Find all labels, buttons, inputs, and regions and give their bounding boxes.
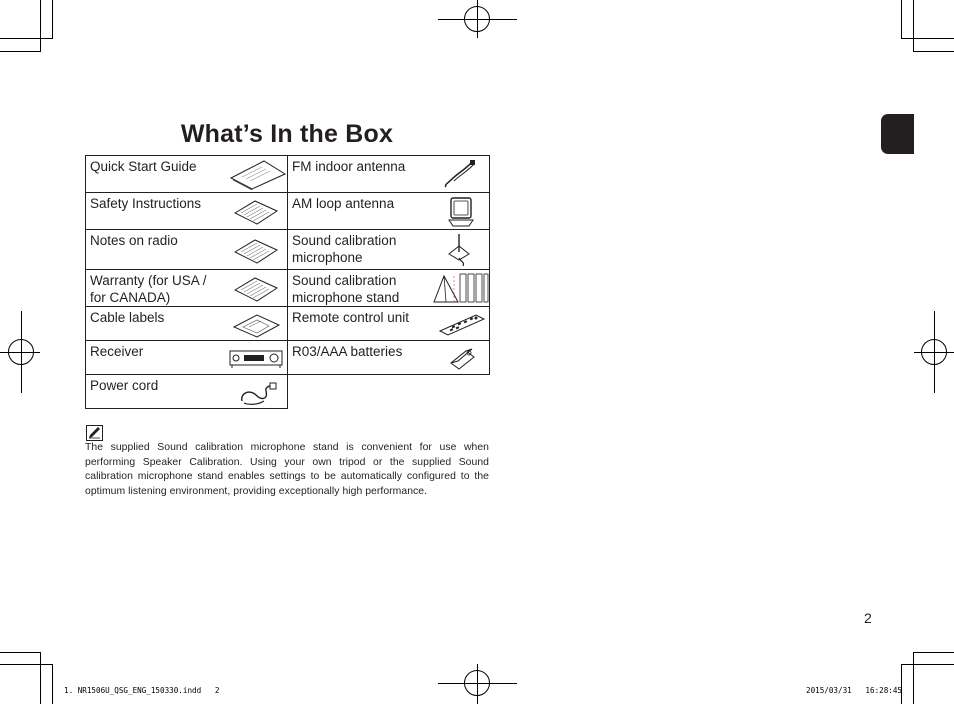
item-label: Power cord — [90, 378, 159, 393]
item-cell — [287, 340, 490, 375]
page-title: What’s In the Box — [180, 120, 394, 148]
crop-mark — [0, 652, 41, 653]
item-label: Receiver — [90, 344, 144, 359]
item-label: Remote control unit — [292, 310, 410, 325]
cable-labels-icon — [231, 311, 283, 339]
crop-mark — [913, 51, 954, 52]
item-cell — [287, 192, 490, 230]
item-cell — [85, 155, 288, 193]
item-cell — [85, 306, 288, 341]
item-label: Notes on radio — [90, 233, 178, 248]
crop-mark — [40, 0, 41, 52]
crop-mark — [52, 664, 53, 704]
crop-mark — [913, 0, 914, 52]
crop-mark — [901, 664, 902, 704]
crop-mark — [0, 51, 41, 52]
power-cord-icon — [238, 379, 278, 407]
note-text: The supplied Sound calibration microphone stand is convenient for use when performing Speaker Calibration. Using your own tripod or the supplied Sound calibration microphone stand enables settings to be automatically configured to the optimum listening environment, providing exceptionally high performance. — [85, 442, 489, 497]
remote-control-icon — [438, 311, 486, 337]
registration-mark — [477, 0, 478, 38]
item-cell — [85, 340, 288, 375]
crop-mark — [913, 652, 954, 653]
registration-mark — [477, 664, 478, 704]
microphone-icon — [445, 232, 477, 268]
crop-mark — [902, 38, 954, 39]
item-label: Cable labels — [90, 310, 165, 325]
booklet-icon — [233, 274, 279, 304]
item-label: Sound calibration microphone stand — [292, 273, 400, 305]
microphone-stand-icon — [432, 272, 490, 306]
crop-mark — [52, 0, 53, 39]
am-loop-antenna-icon — [446, 196, 478, 228]
item-label: Safety Instructions — [90, 196, 202, 211]
crop-mark — [902, 664, 954, 665]
registration-mark — [21, 311, 22, 393]
item-cell — [287, 229, 490, 270]
crop-mark — [901, 0, 902, 39]
booklet-icon — [233, 197, 279, 227]
fm-antenna-icon — [440, 159, 480, 189]
item-label: Sound calibration microphone — [292, 233, 397, 265]
quick-start-guide-icon — [228, 158, 288, 190]
item-label: Warranty (for USA / for CANADA) — [90, 273, 207, 305]
item-cell — [287, 306, 490, 341]
footer-file-info: 1. NR1506U_QSG_ENG_150330.indd 2 — [64, 686, 220, 695]
page-number: 2 — [864, 610, 872, 626]
crop-mark — [40, 652, 41, 704]
item-label: Quick Start Guide — [90, 159, 197, 174]
item-cell — [287, 269, 490, 307]
item-label: R03/AAA batteries — [292, 344, 403, 359]
pencil-note-icon — [86, 425, 103, 441]
item-cell — [287, 155, 490, 193]
booklet-icon — [233, 236, 279, 266]
registration-mark — [934, 311, 935, 393]
item-cell — [85, 192, 288, 230]
batteries-icon — [448, 345, 478, 371]
footer-date-info: 2015/03/31 16:28:45 — [806, 686, 903, 695]
item-cell — [85, 374, 288, 409]
crop-mark — [0, 38, 52, 39]
crop-mark — [0, 664, 52, 665]
item-cell — [85, 269, 288, 307]
item-label: FM indoor antenna — [292, 159, 406, 174]
section-tab — [881, 114, 914, 154]
item-cell — [85, 229, 288, 270]
registration-mark — [0, 352, 40, 353]
receiver-icon — [228, 348, 286, 370]
item-label: AM loop antenna — [292, 196, 395, 211]
crop-mark — [913, 652, 914, 704]
